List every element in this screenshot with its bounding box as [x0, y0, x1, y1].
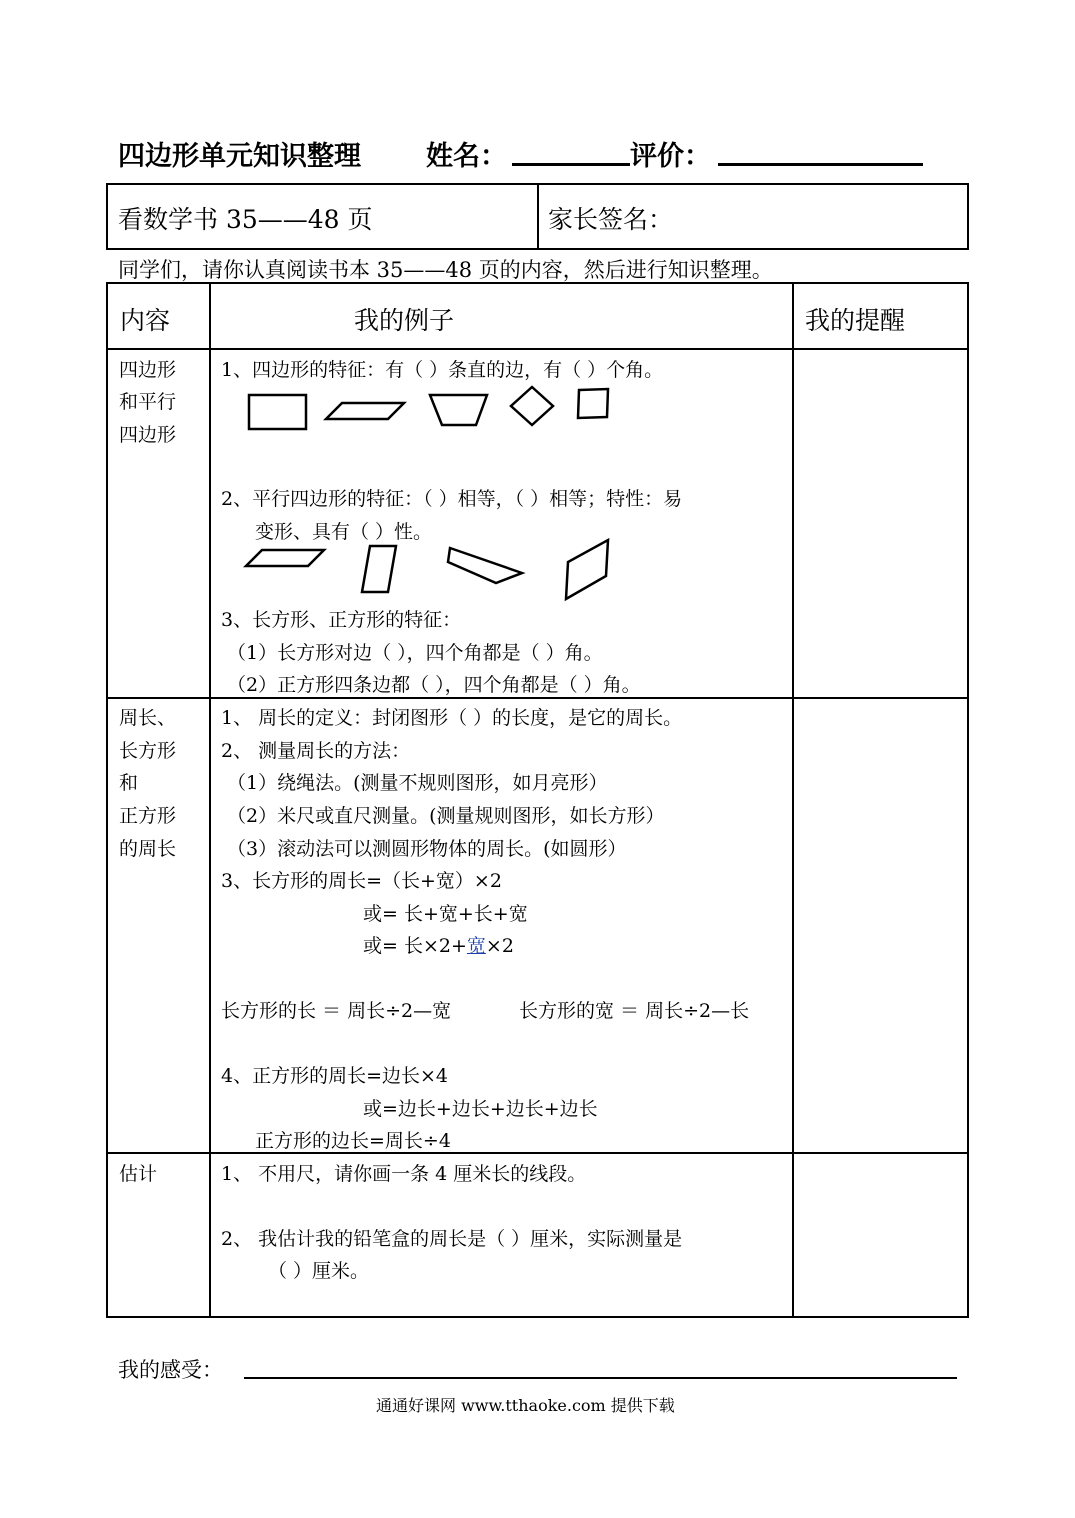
section2-label-line4: 正方形 [119, 805, 177, 827]
rect-width-formula: 长方形的宽 ＝ 周长÷2—长 [519, 1000, 750, 1022]
name-blank[interactable] [512, 163, 630, 166]
table-row1-bottom [106, 697, 969, 699]
info-box-divider [537, 183, 539, 250]
estimate-pencilbox-line1: 2、 我估计我的铅笔盒的周长是（ ）厘米，实际测量是 [221, 1228, 683, 1250]
shape-rectangle [249, 395, 306, 429]
table-col1 [209, 282, 211, 1318]
eval-blank[interactable] [718, 163, 923, 166]
parent-signature-label: 家长签名： [548, 205, 674, 234]
section1-label-line3: 四边形 [119, 424, 177, 446]
table-left [106, 282, 108, 1318]
table-col2 [792, 282, 794, 1318]
read-pages-text: 看数学书 35——48 页 [118, 205, 373, 234]
table-top [106, 282, 969, 284]
estimate-pencilbox-line2: （ ）厘米。 [268, 1260, 370, 1282]
formula3-part-b: ×2 [485, 935, 514, 957]
shape-parallelogram [326, 403, 404, 419]
section1-label-line2: 和平行 [119, 391, 177, 413]
quadrilateral-shapes [240, 385, 640, 445]
formula3-part-a: 或= 长×2+ [363, 935, 467, 957]
estimate-line-task: 1、 不用尺，请你画一条 4 厘米长的线段。 [221, 1163, 587, 1185]
table-row2-bottom [106, 1152, 969, 1154]
method-ruler: （2）米尺或直尺测量。(测量规则图形，如长方形） [227, 805, 665, 827]
section3-label: 估计 [119, 1163, 158, 1185]
rectangle-feature-text: （1）长方形对边（ ），四个角都是（ ）角。 [227, 642, 603, 664]
name-label: 姓名： [426, 141, 507, 172]
section2-label-line3: 和 [119, 772, 139, 794]
section2-label-line1: 周长、 [119, 707, 177, 729]
square-perimeter-formula1: 4、正方形的周长=边长×4 [221, 1065, 449, 1087]
table-right [967, 282, 969, 1318]
rect-perimeter-formula3 [363, 931, 514, 958]
feeling-label: 我的感受： [118, 1358, 223, 1382]
parallelogram-feature-line1: 2、平行四边形的特征：（ ）相等，（ ）相等；特性：易 [221, 488, 683, 510]
header-examples: 我的例子 [354, 306, 455, 335]
header-reminder: 我的提醒 [805, 306, 906, 335]
rect-length-formula: 长方形的长 ＝ 周长÷2—宽 [221, 1000, 452, 1022]
rect-perimeter-formula1: 3、长方形的周长=（长+宽）×2 [221, 870, 502, 892]
shape-parallelogram-tilted [448, 548, 522, 583]
parallelogram-feature-line2: 变形、具有（ ）性。 [255, 521, 433, 543]
page-title: 四边形单元知识整理 [118, 141, 361, 172]
perimeter-methods-title: 2、 测量周长的方法： [221, 740, 411, 762]
width-link[interactable]: 宽 [466, 935, 486, 957]
parallelogram-shapes [240, 538, 640, 608]
quad-feature-text: 1、四边形的特征：有（ ）条直的边，有（ ）个角。 [221, 359, 664, 381]
info-box-left [106, 183, 108, 250]
shape-trapezoid [430, 395, 487, 425]
rect-perimeter-formula2: 或= 长+宽+长+宽 [363, 903, 528, 925]
rect-square-feature-title: 3、长方形、正方形的特征： [221, 609, 462, 631]
eval-label: 评价： [630, 141, 711, 172]
header-content: 内容 [120, 306, 171, 335]
table-bottom [106, 1316, 969, 1318]
shape-parallelogram-tall [362, 546, 396, 592]
section1-label-line1: 四边形 [119, 359, 177, 381]
shape-square [578, 389, 608, 418]
square-side-formula: 正方形的边长=周长÷4 [255, 1130, 451, 1152]
square-feature-text: （2）正方形四条边都（ ），四个角都是（ ）角。 [227, 674, 641, 696]
section2-label-line2: 长方形 [119, 740, 177, 762]
shape-parallelogram-flat [246, 550, 324, 566]
table-header-bottom [106, 348, 969, 350]
shape-diamond [511, 387, 553, 425]
instruction-text: 同学们，请你认真阅读书本 35——48 页的内容，然后进行知识整理。 [118, 258, 773, 282]
info-box-right [967, 183, 969, 250]
method-rolling: （3）滚动法可以测圆形物体的周长。(如圆形） [227, 838, 627, 860]
square-perimeter-formula2: 或=边长+边长+边长+边长 [363, 1098, 598, 1120]
perimeter-definition: 1、 周长的定义：封闭图形（ ）的长度，是它的周长。 [221, 707, 683, 729]
footer-text: 通通好课网 www.tthaoke.com 提供下载 [376, 1396, 675, 1415]
method-rope: （1）绕绳法。(测量不规则图形，如月亮形） [227, 772, 608, 794]
section2-label-line5: 的周长 [119, 838, 177, 860]
feeling-blank[interactable] [244, 1377, 957, 1379]
shape-parallelogram-slanted [566, 540, 608, 599]
